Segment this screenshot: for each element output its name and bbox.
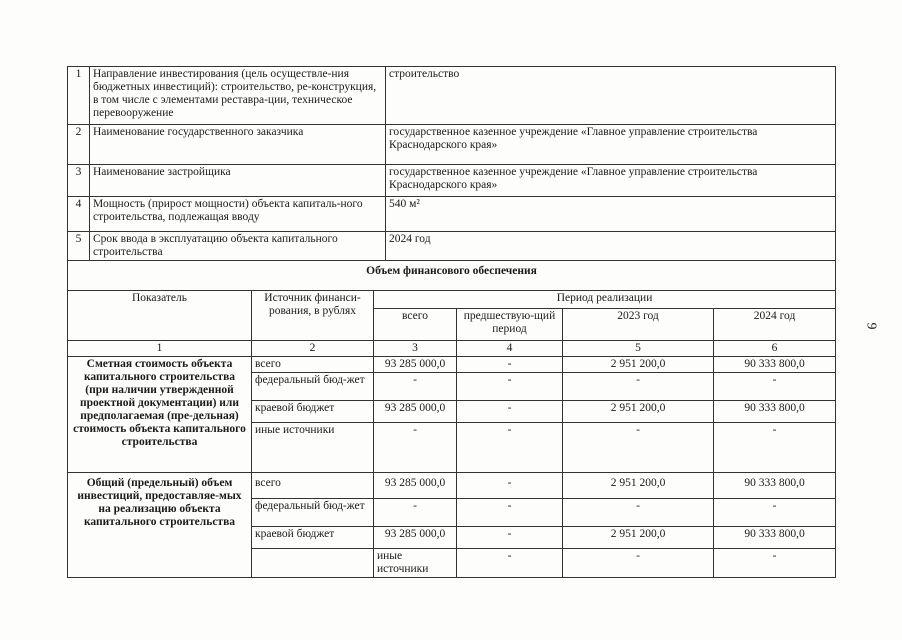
- finance-table: [67, 290, 836, 578]
- row-value: строительство: [386, 67, 836, 125]
- info-row: [68, 197, 836, 232]
- y2023-cell: -: [563, 373, 714, 401]
- total-cell: -: [374, 423, 457, 473]
- total-cell: 93 285 000,0: [374, 473, 457, 499]
- header-2024: 2024 год: [714, 309, 836, 341]
- total-cell: -: [374, 499, 457, 527]
- info-row: [68, 165, 836, 197]
- row-number: 5: [68, 232, 90, 261]
- prev-cell: -: [457, 357, 563, 373]
- source-cell: краевой бюджет: [252, 527, 374, 549]
- prev-cell: -: [457, 401, 563, 423]
- source-cell: всего: [252, 357, 374, 373]
- source-cell: иные источники: [252, 423, 374, 473]
- table-row: [68, 473, 836, 499]
- col-number: 2: [252, 341, 374, 357]
- y2023-cell: -: [563, 423, 714, 473]
- header-2023: 2023 год: [563, 309, 714, 341]
- header-total: всего: [374, 309, 457, 341]
- info-row: [68, 125, 836, 165]
- y2023-cell: 2 951 200,0: [563, 473, 714, 499]
- row-number: 2: [68, 125, 90, 165]
- row-value: 540 м²: [386, 197, 836, 232]
- header-source: Источник финанси-рования, в рублях: [252, 291, 374, 341]
- row-value: государственное казенное учреждение «Главное управление строительства Краснодарского края»: [386, 165, 836, 197]
- prev-cell: -: [457, 499, 563, 527]
- y2024-cell: 90 333 800,0: [714, 527, 836, 549]
- source-cell: краевой бюджет: [252, 401, 374, 423]
- prev-cell: -: [457, 473, 563, 499]
- row-number: 3: [68, 165, 90, 197]
- row-number: 1: [68, 67, 90, 125]
- source-cell: иные источники: [374, 549, 457, 578]
- row-label: Наименование застройщика: [90, 165, 386, 197]
- y2024-cell: -: [714, 499, 836, 527]
- prev-cell: -: [457, 423, 563, 473]
- table-row: [68, 357, 836, 373]
- total-cell: -: [374, 373, 457, 401]
- row-label: Мощность (прирост мощности) объекта капиталь-ного строительства, подлежащая вводу: [90, 197, 386, 232]
- col-number: 6: [714, 341, 836, 357]
- total-cell: 93 285 000,0: [374, 357, 457, 373]
- y2024-cell: 90 333 800,0: [714, 473, 836, 499]
- col-number: 1: [68, 341, 252, 357]
- row-value: государственное казенное учреждение «Главное управление строительства Краснодарского края»: [386, 125, 836, 165]
- info-row: [68, 67, 836, 125]
- y2023-cell: 2 951 200,0: [563, 527, 714, 549]
- section-title: Объем финансового обеспечения: [68, 261, 836, 291]
- prev-cell: -: [563, 549, 714, 578]
- prev-cell: -: [457, 373, 563, 401]
- y2024-cell: -: [714, 423, 836, 473]
- col-number: 5: [563, 341, 714, 357]
- column-number-row: [68, 341, 836, 357]
- page-number: 9: [863, 322, 879, 330]
- document-sheet: [67, 66, 835, 578]
- source-cell: федеральный бюд-жет: [252, 373, 374, 401]
- row-label: Наименование государственного заказчика: [90, 125, 386, 165]
- header-previous: предшествую-щий период: [457, 309, 563, 341]
- row-label: Направление инвестирования (цель осуществле-ния бюджетных инвестиций): строительство, ре-конструкция, в том числе с элементами реставра-ции, техническое перевооружение: [90, 67, 386, 125]
- info-table: [67, 66, 836, 291]
- y2024-cell: 90 333 800,0: [714, 357, 836, 373]
- info-row: [68, 232, 836, 261]
- col-number: 3: [374, 341, 457, 357]
- y2024-cell: -: [714, 373, 836, 401]
- y2023-cell: -: [714, 549, 836, 578]
- source-cell: всего: [252, 473, 374, 499]
- group-title: Общий (предельный) объем инвестиций, предоставляе-мых на реализацию объекта капитального строительства: [68, 473, 252, 578]
- total-cell: 93 285 000,0: [374, 401, 457, 423]
- row-number: 4: [68, 197, 90, 232]
- y2023-cell: 2 951 200,0: [563, 357, 714, 373]
- y2023-cell: -: [563, 499, 714, 527]
- header-indicator: Показатель: [68, 291, 252, 341]
- y2023-cell: 2 951 200,0: [563, 401, 714, 423]
- group-title: Сметная стоимость объекта капитального строительства (при наличии утвержденной проектной документации) или предполагаемая (пре-дельная) стоимость объекта капитального строительства: [68, 357, 252, 473]
- row-label: Срок ввода в эксплуатацию объекта капитального строительства: [90, 232, 386, 261]
- total-cell: -: [457, 549, 563, 578]
- col-number: 4: [457, 341, 563, 357]
- total-cell: 93 285 000,0: [374, 527, 457, 549]
- source-cell: федеральный бюд-жет: [252, 499, 374, 527]
- row-value: 2024 год: [386, 232, 836, 261]
- y2024-cell: 90 333 800,0: [714, 401, 836, 423]
- header-period: Период реализации: [374, 291, 836, 309]
- prev-cell: -: [457, 527, 563, 549]
